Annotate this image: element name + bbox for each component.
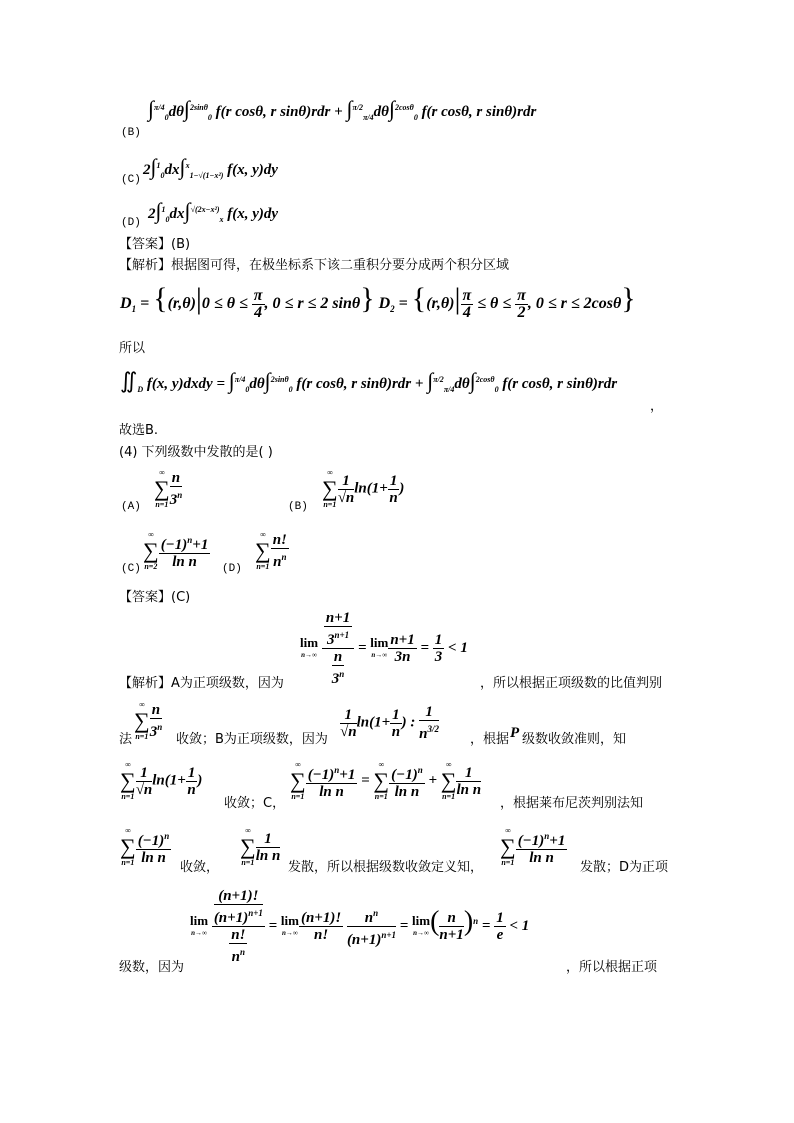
analysis-q3-comma: ， [650, 399, 664, 414]
answer-q4: 【答案】(C) [119, 590, 191, 605]
option-b-formula: ∫$^{\pi/4}_0$dθ∫$^{2sin\theta}_0$ f(r cosθ, r sinθ)rdr + ∫$^{\pi/2}_{\pi/4}$dθ∫$^{2cos\theta}_0$ f(r cosθ, r sinθ)rdr [148, 96, 537, 122]
series-alternating: ∞ ∑ n=1 $\frac{(-1)^n}{\text{ln n}}$ [120, 826, 170, 867]
analysis-q4-p10: 发散，所以根据级数收敛定义知， [288, 860, 484, 875]
q4-option-c-formula: ∞ ∑ n=2 $\frac{(-1)^n+1}{\text{ln n}}$ [143, 530, 209, 571]
equivalence-b: $\frac{1}{√n}$ ln(1+ $\frac{1}{n}$ ) : $\frac{1}{n^{3/2}}$ [340, 704, 439, 742]
region-definitions: $D_1 = \{(r,\theta)|0 \le \theta$ ≤ $\frac{\pi}{4}$ , 0 ≤ r ≤ 2 sinθ} $D_2 = \{(r,\theta)|$ $\frac{\pi}{4}$ ≤ θ ≤ $\frac{\pi}{2}$ , 0 ≤ r ≤ 2cosθ} [120, 282, 636, 321]
q4-option-b-formula: ∞ ∑ n=1 $\frac{1}{√n}$ ln(1+ $\frac{1}{n}$ ) [322, 468, 405, 509]
q4-option-d-formula: ∞ ∑ n=1 $\frac{n!}{n^n}$ [255, 530, 287, 571]
q4-option-c-label: (C) [121, 563, 141, 575]
series-b-inline: ∞ ∑ n=1 $\frac{1}{√n}$ ln(1+ $\frac{1}{n}$ ) [120, 760, 203, 801]
analysis-q3-so: 所以 [119, 341, 146, 356]
analysis-q4-line1: 【解析】A为正项级数，因为 [119, 676, 284, 691]
analysis-q4-p12: 级数，因为 [119, 960, 185, 975]
analysis-q3-line1: 【解析】根据图可得，在极坐标系下该二重积分要分成两个积分区域 [119, 258, 510, 273]
analysis-q4-p9: 收敛， [180, 860, 220, 875]
ratio-limit-a: lim n→∞ $\frac{\frac{n+1}{3^{n+1}}}{\frac{n}{3^n}}$ = lim n→∞ $\frac{n+1}{3n}$ = $\frac{1}{3}$ < 1 [300, 610, 468, 687]
double-integral-result: $∬_D$ f(x, y)dxdy = ∫$^{\pi/4}_0$dθ∫$^{2sin\theta}_0$ f(r cosθ, r sinθ)rdr + ∫$^{\pi/2}_{\pi/4}$dθ∫$^{2cos\theta}_0$ f(r cosθ, r sinθ)rdr [120, 368, 618, 394]
analysis-q4-fa: 法 [119, 732, 133, 747]
q4-option-a-formula: ∞ ∑ n=1 $\frac{n}{3^n}$ [154, 468, 183, 509]
analysis-q4-p11: 发散；D为正项 [580, 860, 669, 875]
q4-option-b-label: (B) [288, 501, 308, 513]
analysis-q3-choose: 故选B. [119, 423, 159, 438]
option-d-label: (D) [121, 217, 141, 229]
series-c-split: ∞ ∑ n=1 $\frac{(-1)^n+1}{\text{ln n}}$ = ∞ ∑ n=1 $\frac{(-1)^n}{\text{ln n}}$ + ∞ ∑ n=1 $\frac{1}{\text{ln n}}$ [290, 760, 482, 801]
answer-q3: 【答案】(B) [119, 237, 191, 252]
series-a-inline: ∞ ∑ n=1 $\frac{n}{3^n}$ [134, 700, 163, 741]
question-q4-stem: (4) 下列级数中发散的是( ) [119, 445, 273, 460]
p-series-letter: P [510, 725, 520, 741]
option-c-label: (C) [121, 174, 141, 186]
analysis-q4-p5: ，根据 [470, 732, 510, 747]
option-b-label: (B) [121, 127, 141, 139]
analysis-q4-p7: 收敛；C， [224, 796, 286, 811]
q4-option-d-label: (D) [222, 563, 242, 575]
option-d-formula: 2∫$^1_0$dx∫$^{√(2x-x^2)}_x$ f(x, y)dy [148, 198, 279, 224]
option-c-formula: 2∫$^1_0$dx∫$^x_{1-√(1-x^2)}$ f(x, y)dy [143, 154, 278, 180]
analysis-q4-p4: 收敛；B为正项级数，因为 [176, 732, 328, 747]
ratio-limit-d: lim n→∞ $\frac{\frac{(n+1)!}{(n+1)^{n+1}}}{\frac{n!}{n^n}}$ = lim n→∞ $\frac{(n+1)!}{n!}$ $\frac{n^n}{(n+1)^{n+1}}$ = lim n→∞ ( $\frac{n}{n+1}$ )$^n$ = $\frac{1}{e}$ < 1 [190, 888, 530, 965]
q4-option-a-label: (A) [121, 501, 141, 513]
analysis-q4-p8: ，根据莱布尼茨判别法知 [500, 796, 644, 811]
series-harmonic-log: ∞ ∑ n=1 $\frac{1}{\text{ln n}}$ [240, 826, 281, 867]
analysis-q4-p13: ，所以根据正项 [566, 960, 658, 975]
series-c-full: ∞ ∑ n=1 $\frac{(-1)^n+1}{\text{ln n}}$ [500, 826, 566, 867]
analysis-q4-line1-end: ，所以根据正项级数的比值判别 [480, 676, 663, 691]
analysis-q4-p6: 级数收敛准则，知 [522, 732, 627, 747]
